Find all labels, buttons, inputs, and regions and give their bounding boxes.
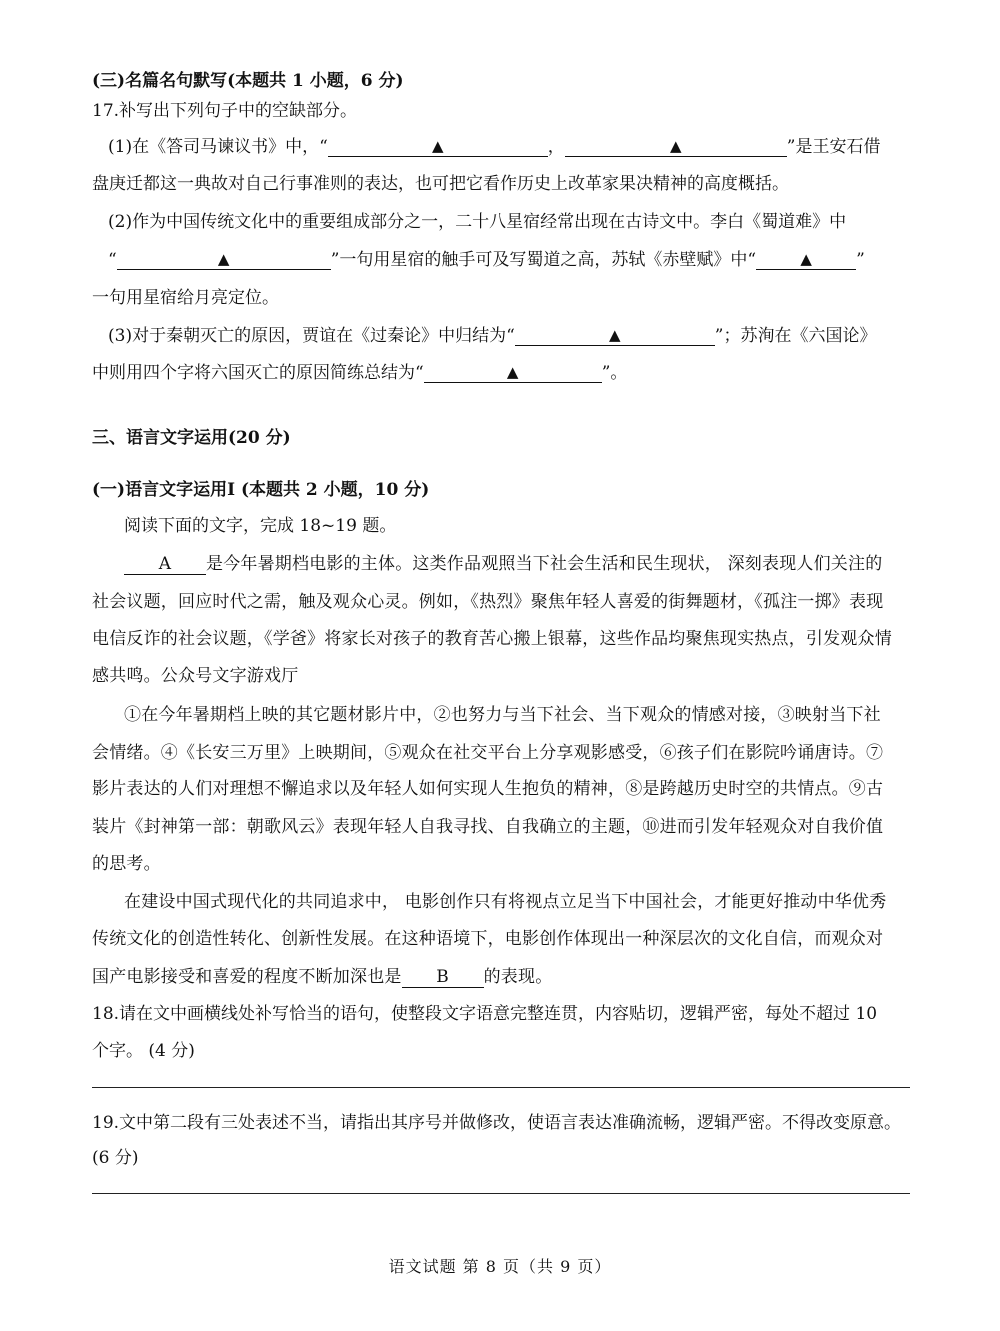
q17-item2-line2 [108, 245, 910, 270]
answer-line[interactable] [92, 1087, 910, 1088]
text: ”。 [601, 363, 628, 383]
para2-line1: ①在今年暑期档上映的其它题材影片中，②也努力与当下社会、当下观众的情感对接，③映射当下社 [124, 705, 881, 725]
answer-blank[interactable] [328, 137, 548, 157]
page-footer: 语文试题 第 8 页（共 9 页） [388, 1257, 612, 1276]
para3-line1: 在建设中国式现代化的共同追求中， 电影创作只有将视点立足当下中国社会，才能更好推动中华优秀 [124, 892, 887, 912]
triangle-icon: ▲ [432, 137, 444, 155]
blank-a[interactable]: A [124, 555, 206, 575]
part-title: 三、语言文字运用(20 分) [92, 428, 291, 448]
blank-b[interactable]: B [402, 968, 484, 988]
q17-item2-line1: (2)作为中国传统文化中的重要组成部分之一，二十八星宿经常出现在古诗文中。李白《蜀道难》中 [108, 212, 847, 232]
para1-line1 [124, 549, 910, 575]
answer-blank[interactable] [117, 250, 331, 270]
question-17-stem: 17.补写出下列句子中的空缺部分。 [92, 101, 358, 121]
q17-item2-line3: 一句用星宿给月亮定位。 [92, 288, 279, 308]
text: (3)对于秦朝灭亡的原因，贾谊在《过秦论》中归结为“ [108, 326, 515, 346]
para2-line2: 会情绪。④《长安三万里》上映期间，⑤观众在社交平台上分享观影感受，⑥孩子们在影院吟诵唐诗。⑦ [92, 743, 884, 763]
answer-blank[interactable] [515, 326, 715, 346]
question-19-line1: 19.文中第二段有三处表述不当，请指出其序号并做修改，使语言表达准确流畅，逻辑严密。不得改变原意。 [92, 1113, 902, 1133]
reading-intro: 阅读下面的文字，完成 18~19 题。 [124, 516, 397, 536]
para2-line5: 的思考。 [92, 854, 161, 874]
para3-line3 [92, 962, 910, 988]
text: ”；苏洵在《六国论》 [714, 326, 877, 346]
section-title: (三)名篇名句默写(本题共 1 小题，6 分) [92, 71, 404, 91]
triangle-icon: ▲ [670, 137, 682, 155]
q17-item1-line2: 盘庚迁都这一典故对自己行事准则的表达，也可把它看作历史上改革家果决精神的高度概括。 [92, 174, 789, 194]
text: 是今年暑期档电影的主体。这类作品观照当下社会生活和民生现状， 深刻表现人们关注的 [206, 554, 883, 574]
para2-line4: 装片《封神第一部：朝歌风云》表现年轻人自我寻找、自我确立的主题，⑩进而引发年轻观众对自我价值 [92, 817, 884, 837]
question-18-line1: 18.请在文中画横线处补写恰当的语句，使整段文字语意完整连贯，内容贴切，逻辑严密，每处不超过 10 [92, 1004, 878, 1024]
question-18-line2: 个字。 (4 分) [92, 1041, 195, 1061]
subsection-title: (一)语言文字运用Ⅰ (本题共 2 小题，10 分) [92, 480, 430, 500]
answer-blank[interactable] [565, 137, 787, 157]
text: (1)在《答司马谏议书》中，“ [108, 137, 328, 157]
triangle-icon: ▲ [609, 326, 621, 344]
para1-line2: 社会议题，回应时代之需，触及观众心灵。例如，《热烈》聚焦年轻人喜爱的街舞题材，《孤注一掷》表现 [92, 592, 884, 612]
text: 中则用四个字将六国灭亡的原因简练总结为“ [92, 363, 424, 383]
para2-line3: 影片表达的人们对理想不懈追求以及年轻人如何实现人生抱负的精神，⑧是跨越历史时空的共情点。⑨古 [92, 779, 884, 799]
text: “ [108, 250, 117, 270]
q17-item3-line1 [108, 321, 910, 346]
answer-blank[interactable] [424, 363, 602, 383]
para1-line3: 电信反诈的社会议题，《学爸》将家长对孩子的教育苦心搬上银幕，这些作品均聚焦现实热点，引发观众情 [92, 629, 892, 649]
para1-line4: 感共鸣。公众号文字游戏厅 [92, 666, 299, 686]
answer-line[interactable] [92, 1193, 910, 1194]
para3-line2: 传统文化的创造性转化、创新性发展。在这种语境下，电影创作体现出一种深层次的文化自信，而观众对 [92, 929, 884, 949]
q17-item1-line1 [108, 132, 910, 157]
answer-blank[interactable] [756, 250, 856, 270]
text: ， [547, 137, 565, 157]
q17-item3-line2 [92, 358, 910, 383]
text: 国产电影接受和喜爱的程度不断加深也是 [92, 967, 402, 987]
triangle-icon: ▲ [800, 250, 812, 268]
text: ” [856, 250, 865, 270]
text: ”是王安石借 [786, 137, 881, 157]
triangle-icon: ▲ [217, 250, 230, 268]
question-19-line2: (6 分) [92, 1148, 139, 1168]
text: ”一句用星宿的触手可及写蜀道之高，苏轼《赤壁赋》中“ [330, 250, 757, 270]
text: 的表现。 [483, 967, 553, 987]
triangle-icon: ▲ [506, 363, 519, 381]
